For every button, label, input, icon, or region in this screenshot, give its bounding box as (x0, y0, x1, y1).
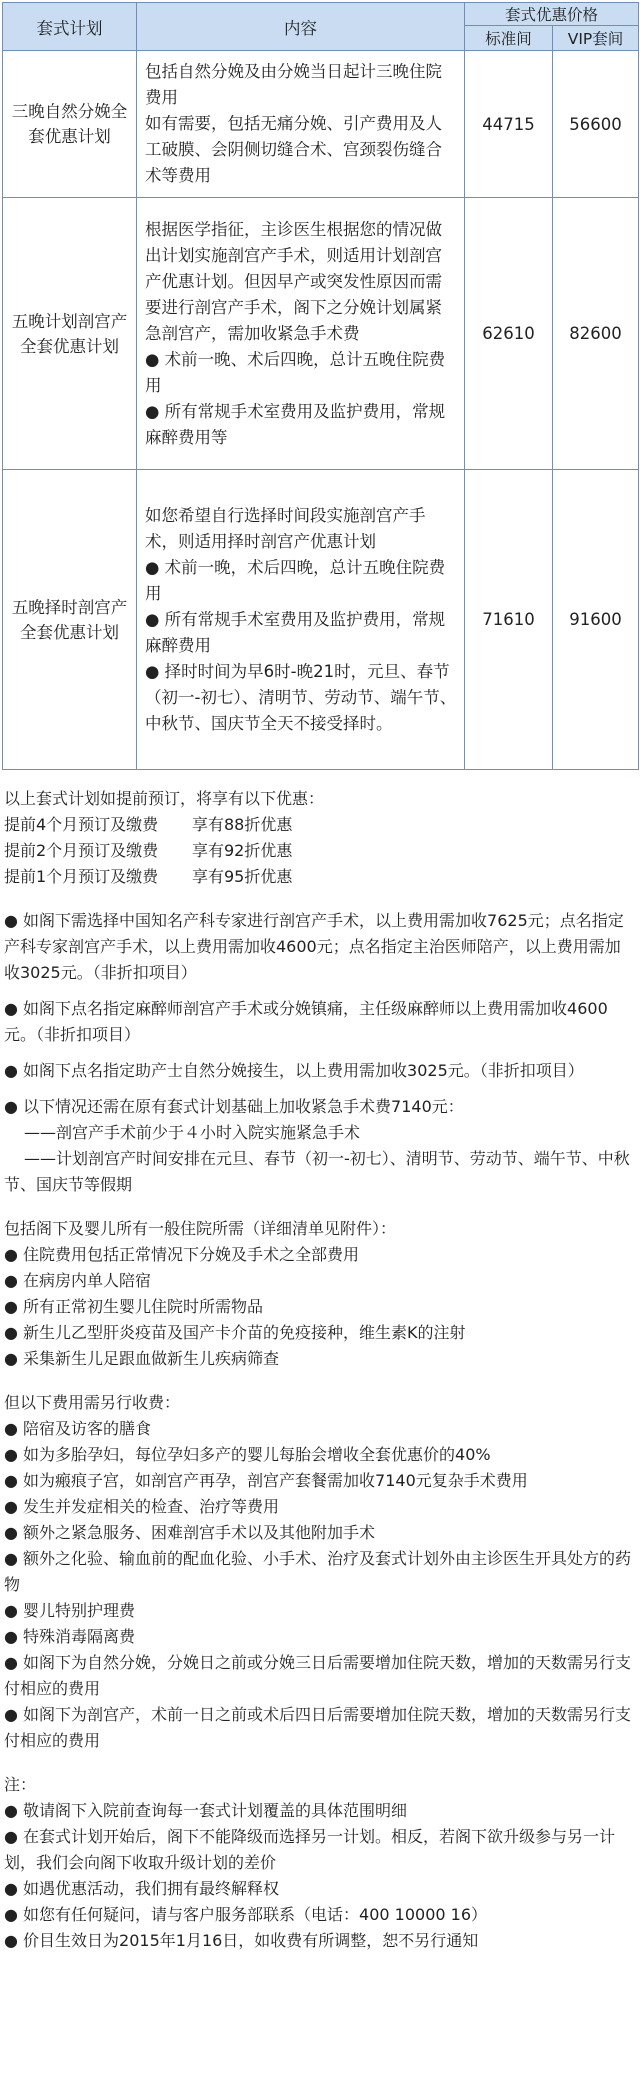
header-vip-suite: VIP套间 (553, 26, 639, 51)
content-line: 如您希望自行选择时间段实施剖宫产手术，则适用择时剖宫产优惠计划 (145, 505, 426, 551)
header-price-group: 套式优惠价格 (465, 3, 639, 26)
plan-name: 三晚自然分娩全套优惠计划 (3, 51, 137, 198)
surcharge-item: ● 如阁下点名指定麻醉师剖宫产手术或分娩镇痛，主任级麻醉师以上费用需加收4600元。（非折扣项目） (4, 996, 632, 1048)
price-standard: 71610 (465, 470, 553, 770)
plan-name: 五晚计划剖宫产全套优惠计划 (3, 198, 137, 470)
extra-item: ● 额外之化验、输血前的配血化验、小手术、治疗及套式计划外由主诊医生开具处方的药物 (4, 1546, 632, 1598)
plan-content (137, 470, 465, 770)
discount-when: 提前1个月预订及缴费 (4, 867, 159, 886)
extra-item: ● 如为多胎孕妇，每位孕妇多产的婴儿每胎会增收全套优惠价的40% (4, 1442, 632, 1468)
price-vip: 56600 (553, 51, 639, 198)
note-item: ● 敬请阁下入院前查询每一套式计划覆盖的具体范围明细 (4, 1798, 632, 1824)
price-vip: 91600 (553, 470, 639, 770)
content-line: 根据医学指征，主诊医生根据您的情况做出计划实施剖宫产手术，则适用计划剖宫产优惠计划。但因早产或突发性原因而需要进行剖宫产手术，阁下之分娩计划属紧急剖宫产，需加收紧急手术费 (145, 219, 442, 343)
note-item: ● 如您有任何疑问，请与客户服务部联系（电话：400 10000 16） (4, 1902, 632, 1928)
note-item: ● 在套式计划开始后，阁下不能降级而选择另一计划。相反，若阁下欲升级参与另一计划，我们会向阁下收取升级计划的差价 (4, 1824, 632, 1876)
extra-item: ● 陪宿及访客的膳食 (4, 1416, 632, 1442)
included-item: ● 新生儿乙型肝炎疫苗及国产卡介苗的免疫接种，维生素K的注射 (4, 1320, 632, 1346)
content-line: ● 术前一晚，术后四晚，总计五晚住院费用 (145, 557, 446, 603)
extra-item: ● 额外之紧急服务、困难剖宫手术以及其他附加手术 (4, 1520, 632, 1546)
discount-item (4, 812, 632, 838)
extra-item: ● 发生并发症相关的检查、治疗等费用 (4, 1494, 632, 1520)
discount-item (4, 838, 632, 864)
plan-name: 五晚择时剖宫产全套优惠计划 (3, 470, 137, 770)
emergency-line: ——计划剖宫产时间安排在元旦、春节（初一-初七）、清明节、劳动节、端午节、中秋节、国庆节等假期 (4, 1149, 630, 1194)
table-row (3, 51, 639, 198)
extra-item: ● 如阁下为自然分娩，分娩日之前或分娩三日后需要增加住院天数，增加的天数需另行支付相应的费用 (4, 1650, 632, 1702)
discount-when: 提前4个月预订及缴费 (4, 815, 159, 834)
header-content: 内容 (137, 3, 465, 51)
surcharge-item: ● 如阁下需选择中国知名产科专家进行剖宫产手术，以上费用需加收7625元；点名指定产科专家剖宫产手术，以上费用需加收4600元；点名指定主治医师陪产，以上费用需加收3025元。（非折扣项目） (4, 908, 632, 986)
extra-item: ● 如阁下为剖宫产，术前一日之前或术后四日后需要增加住院天数，增加的天数需另行支付相应的费用 (4, 1702, 632, 1754)
extra-title: 但以下费用需另行收费： (4, 1393, 181, 1412)
price-standard: 62610 (465, 198, 553, 470)
terms-section (4, 786, 632, 1954)
content-line: ● 所有常规手术室费用及监护费用，常规麻醉费用 (145, 609, 446, 655)
extra-item: ● 如为瘢痕子宫，如剖宫产再孕，剖宫产套餐需加收7140元复杂手术费用 (4, 1468, 632, 1494)
discount-when: 提前2个月预订及缴费 (4, 841, 159, 860)
included-item: ● 住院费用包括正常情况下分娩及手术之全部费用 (4, 1242, 632, 1268)
note-item: ● 价目生效日为2015年1月16日，如收费有所调整，恕不另行通知 (4, 1928, 632, 1954)
discount-item (4, 864, 632, 890)
discount-intro: 以上套式计划如提前预订，将享有以下优惠： (4, 789, 325, 808)
table-row (3, 198, 639, 470)
package-price-table (2, 2, 639, 770)
plan-content (137, 51, 465, 198)
included-item: ● 所有正常初生婴儿住院时所需物品 (4, 1294, 632, 1320)
price-standard: 44715 (465, 51, 553, 198)
surcharge-item: ● 如阁下点名指定助产士自然分娩接生，以上费用需加收3025元。（非折扣项目） (4, 1058, 632, 1084)
extra-item: ● 特殊消毒隔离费 (4, 1624, 632, 1650)
notes-title: 注： (4, 1775, 37, 1794)
header-standard-room: 标准间 (465, 26, 553, 51)
header-plan: 套式计划 (3, 3, 137, 51)
content-line: 包括自然分娩及由分娩当日起计三晚住院费用 (145, 62, 442, 107)
included-item: ● 在病房内单人陪宿 (4, 1268, 632, 1294)
emergency-fee: ● 以下情况还需在原有套式计划基础上加收紧急手术费7140元： (4, 1094, 632, 1120)
extra-item: ● 婴儿特别护理费 (4, 1598, 632, 1624)
plan-content (137, 198, 465, 470)
emergency-line: ——剖宫产手术前少于４小时入院实施紧急手术 (24, 1123, 361, 1142)
included-title: 包括阁下及婴儿所有一般住院所需（详细清单见附件）： (4, 1219, 397, 1238)
content-line: ● 术前一晚、术后四晚，总计五晚住院费用 (145, 349, 446, 395)
note-item: ● 如遇优惠活动，我们拥有最终解释权 (4, 1876, 632, 1902)
price-vip: 82600 (553, 198, 639, 470)
discount-benefit: 享有88折优惠 (192, 815, 293, 834)
content-line: 如有需要，包括无痛分娩、引产费用及人工破膜、会阴侧切缝合术、宫颈裂伤缝合术等费用 (145, 114, 442, 185)
content-line: ● 所有常规手术室费用及监护费用，常规麻醉费用等 (145, 401, 446, 447)
table-row (3, 470, 639, 770)
discount-benefit: 享有95折优惠 (192, 867, 293, 886)
discount-benefit: 享有92折优惠 (192, 841, 293, 860)
content-line: ● 择时时间为早6时-晚21时，元旦、春节（初一-初七）、清明节、劳动节、端午节、中秋节、国庆节全天不接受择时。 (145, 661, 457, 733)
included-item: ● 采集新生儿足跟血做新生儿疾病筛查 (4, 1346, 632, 1372)
